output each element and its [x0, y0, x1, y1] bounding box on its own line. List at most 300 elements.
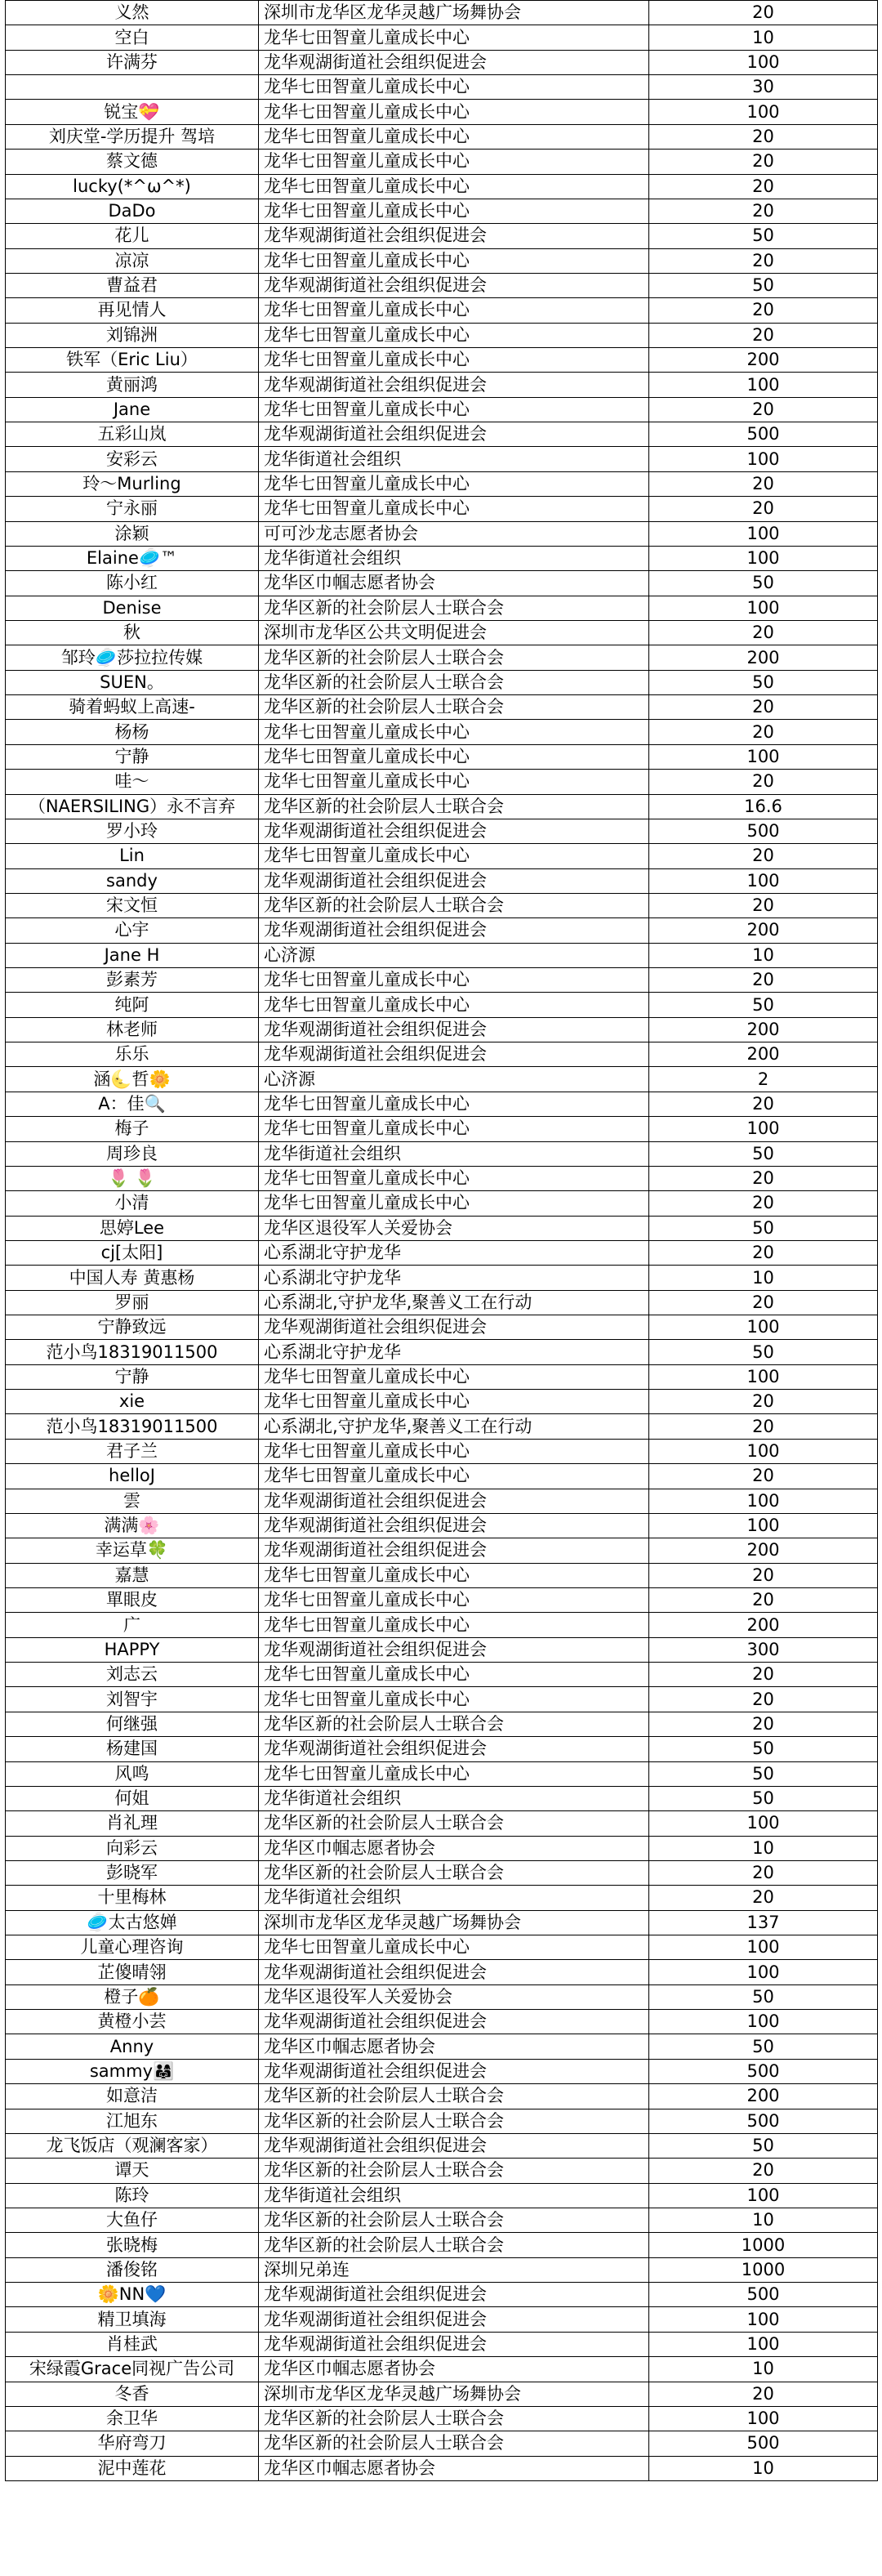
organization-cell: 心系湖北守护龙华	[259, 1266, 649, 1290]
amount-cell: 200	[649, 1017, 878, 1042]
table-row	[6, 1315, 878, 1340]
donor-name-cell: 龙飞饭店（观澜客家）	[6, 2133, 259, 2158]
amount-cell: 20	[649, 620, 878, 645]
donor-name-cell: 肖礼理	[6, 1811, 259, 1836]
table-row	[6, 1266, 878, 1290]
donor-name-cell: 嘉慧	[6, 1563, 259, 1587]
organization-cell: 龙华七田智童儿童成长中心	[259, 248, 649, 273]
amount-cell: 100	[649, 1315, 878, 1340]
organization-cell: 龙华七田智童儿童成长中心	[259, 1687, 649, 1712]
table-row	[6, 1489, 878, 1513]
table-row	[6, 1439, 878, 1463]
donor-name-cell: 陈小红	[6, 571, 259, 596]
donation-table	[5, 0, 878, 2481]
organization-cell: 龙华观湖街道社会组织促进会	[259, 273, 649, 297]
table-row	[6, 2233, 878, 2257]
donor-name-cell: SUEN。	[6, 670, 259, 694]
organization-cell: 龙华区新的社会阶层人士联合会	[259, 2109, 649, 2133]
table-row	[6, 1836, 878, 1860]
amount-cell: 100	[649, 2406, 878, 2431]
amount-cell: 200	[649, 918, 878, 943]
amount-cell: 30	[649, 75, 878, 100]
table-row	[6, 943, 878, 967]
table-row	[6, 2332, 878, 2356]
donor-name-cell: 何姐	[6, 1786, 259, 1810]
table-row	[6, 2109, 878, 2133]
organization-cell: 龙华七田智童儿童成长中心	[259, 744, 649, 769]
donor-name-cell: 小清	[6, 1191, 259, 1216]
organization-cell: 龙华区新的社会阶层人士联合会	[259, 670, 649, 694]
organization-cell: 龙华区巾帼志愿者协会	[259, 2357, 649, 2382]
donor-name-cell: 潘俊铭	[6, 2257, 259, 2282]
table-row	[6, 150, 878, 174]
donor-name-cell: 铁军（Eric Liu）	[6, 348, 259, 373]
table-row	[6, 670, 878, 694]
amount-cell: 50	[649, 273, 878, 297]
organization-cell: 龙华区新的社会阶层人士联合会	[259, 794, 649, 819]
donor-name-cell: 骑着蚂蚁上高速-	[6, 695, 259, 720]
amount-cell: 20	[649, 1860, 878, 1885]
table-row	[6, 174, 878, 199]
organization-cell: 龙华七田智童儿童成长中心	[259, 993, 649, 1017]
donor-name-cell: 泥中莲花	[6, 2456, 259, 2480]
amount-cell: 20	[649, 695, 878, 720]
amount-cell: 20	[649, 1414, 878, 1439]
amount-cell: 20	[649, 1687, 878, 1712]
amount-cell: 137	[649, 1910, 878, 1935]
donor-name-cell: 花儿	[6, 224, 259, 248]
donor-name-cell: 乐乐	[6, 1042, 259, 1067]
table-row	[6, 2257, 878, 2282]
amount-cell: 100	[649, 868, 878, 893]
amount-cell: 20	[649, 1240, 878, 1265]
organization-cell: 龙华七田智童儿童成长中心	[259, 150, 649, 174]
donation-table-body	[6, 1, 878, 2481]
donor-name-cell	[6, 75, 259, 100]
table-row	[6, 124, 878, 149]
amount-cell: 10	[649, 25, 878, 50]
donor-name-cell: 纯阿	[6, 993, 259, 1017]
organization-cell: 龙华观湖街道社会组织促进会	[259, 868, 649, 893]
amount-cell: 100	[649, 744, 878, 769]
organization-cell: 龙华区新的社会阶层人士联合会	[259, 2084, 649, 2109]
organization-cell: 龙华七田智童儿童成长中心	[259, 1563, 649, 1587]
donor-name-cell: 何继强	[6, 1712, 259, 1736]
donor-name-cell: 杨杨	[6, 720, 259, 744]
table-row	[6, 1637, 878, 1662]
table-row	[6, 2307, 878, 2332]
amount-cell: 20	[649, 893, 878, 917]
amount-cell: 20	[649, 770, 878, 794]
amount-cell: 20	[649, 1191, 878, 1216]
amount-cell: 100	[649, 1935, 878, 1960]
donor-name-cell: 杨建国	[6, 1737, 259, 1761]
amount-cell: 20	[649, 248, 878, 273]
table-row	[6, 348, 878, 373]
table-row	[6, 2357, 878, 2382]
organization-cell: 龙华街道社会组织	[259, 1786, 649, 1810]
amount-cell: 20	[649, 720, 878, 744]
table-row	[6, 397, 878, 422]
table-row	[6, 1786, 878, 1810]
amount-cell: 100	[649, 596, 878, 620]
amount-cell: 500	[649, 2059, 878, 2083]
organization-cell: 心济源	[259, 1067, 649, 1092]
donor-name-cell: 十里梅林	[6, 1886, 259, 1910]
amount-cell: 50	[649, 2133, 878, 2158]
organization-cell: 龙华七田智童儿童成长中心	[259, 1191, 649, 1216]
table-row	[6, 1960, 878, 1984]
table-row	[6, 2456, 878, 2480]
donor-name-cell: 精卫填海	[6, 2307, 259, 2332]
amount-cell: 100	[649, 373, 878, 397]
amount-cell: 20	[649, 2382, 878, 2406]
table-row	[6, 596, 878, 620]
table-row	[6, 695, 878, 720]
table-row	[6, 1340, 878, 1364]
donor-name-cell: 满满🌸	[6, 1513, 259, 1538]
donor-name-cell: 冬香	[6, 2382, 259, 2406]
organization-cell: 心系湖北守护龙华	[259, 1340, 649, 1364]
donor-name-cell: 刘庆堂-学历提升 驾培	[6, 124, 259, 149]
table-row	[6, 744, 878, 769]
amount-cell: 200	[649, 2084, 878, 2109]
donor-name-cell: 江旭东	[6, 2109, 259, 2133]
organization-cell: 心系湖北,守护龙华,聚善义工在行动	[259, 1290, 649, 1315]
organization-cell: 龙华观湖街道社会组织促进会	[259, 1513, 649, 1538]
donor-name-cell: 彭晓军	[6, 1860, 259, 1885]
donor-name-cell: 曹益君	[6, 273, 259, 297]
donor-name-cell: 向彩云	[6, 1836, 259, 1860]
table-row	[6, 1191, 878, 1216]
donor-name-cell: 🌼NN💙	[6, 2283, 259, 2307]
donor-name-cell: 陈玲	[6, 2183, 259, 2208]
donor-name-cell: 义然	[6, 1, 259, 25]
table-row	[6, 844, 878, 868]
organization-cell: 龙华观湖街道社会组织促进会	[259, 224, 649, 248]
table-row	[6, 1910, 878, 1935]
organization-cell: 龙华七田智童儿童成长中心	[259, 497, 649, 521]
donor-name-cell: 黄丽鸿	[6, 373, 259, 397]
table-row	[6, 1860, 878, 1885]
organization-cell: 龙华七田智童儿童成长中心	[259, 1935, 649, 1960]
organization-cell: 龙华观湖街道社会组织促进会	[259, 2332, 649, 2356]
organization-cell: 龙华区新的社会阶层人士联合会	[259, 1712, 649, 1736]
amount-cell: 100	[649, 447, 878, 471]
organization-cell: 龙华观湖街道社会组织促进会	[259, 2010, 649, 2034]
organization-cell: 龙华区新的社会阶层人士联合会	[259, 1811, 649, 1836]
donor-name-cell: 刘智宇	[6, 1687, 259, 1712]
table-row	[6, 224, 878, 248]
organization-cell: 龙华区新的社会阶层人士联合会	[259, 596, 649, 620]
donor-name-cell: 林老师	[6, 1017, 259, 1042]
amount-cell: 200	[649, 645, 878, 670]
table-row	[6, 1290, 878, 1315]
amount-cell: 16.6	[649, 794, 878, 819]
table-row	[6, 1538, 878, 1563]
table-row	[6, 918, 878, 943]
organization-cell: 龙华街道社会组织	[259, 1141, 649, 1166]
donor-name-cell: helloJ	[6, 1464, 259, 1489]
table-row	[6, 422, 878, 447]
amount-cell: 100	[649, 2183, 878, 2208]
table-row	[6, 1464, 878, 1489]
amount-cell: 100	[649, 1439, 878, 1463]
amount-cell: 20	[649, 844, 878, 868]
table-row	[6, 645, 878, 670]
organization-cell: 深圳市龙华区公共文明促进会	[259, 620, 649, 645]
amount-cell: 10	[649, 1836, 878, 1860]
amount-cell: 100	[649, 521, 878, 546]
amount-cell: 20	[649, 1588, 878, 1613]
table-row	[6, 1067, 878, 1092]
organization-cell: 龙华观湖街道社会组织促进会	[259, 819, 649, 843]
table-row	[6, 1414, 878, 1439]
amount-cell: 300	[649, 1637, 878, 1662]
table-row	[6, 447, 878, 471]
donor-name-cell: 涵🌜哲🌼	[6, 1067, 259, 1092]
donor-name-cell: sammy👨‍👩‍👧	[6, 2059, 259, 2083]
donor-name-cell: 范小鸟18319011500	[6, 1414, 259, 1439]
donor-name-cell: 宁静致远	[6, 1315, 259, 1340]
donor-name-cell: xie	[6, 1390, 259, 1414]
organization-cell: 龙华七田智童儿童成长中心	[259, 1588, 649, 1613]
organization-cell: 龙华七田智童儿童成长中心	[259, 720, 649, 744]
table-row	[6, 1117, 878, 1141]
donor-name-cell: 梅子	[6, 1117, 259, 1141]
amount-cell: 20	[649, 199, 878, 223]
donor-name-cell: Lin	[6, 844, 259, 868]
amount-cell: 20	[649, 1290, 878, 1315]
amount-cell: 20	[649, 1464, 878, 1489]
donor-name-cell: 哇～	[6, 770, 259, 794]
amount-cell: 100	[649, 1489, 878, 1513]
amount-cell: 50	[649, 1761, 878, 1786]
donor-name-cell: 空白	[6, 25, 259, 50]
table-row	[6, 1935, 878, 1960]
amount-cell: 1000	[649, 2233, 878, 2257]
table-row	[6, 794, 878, 819]
organization-cell: 龙华区新的社会阶层人士联合会	[259, 645, 649, 670]
amount-cell: 50	[649, 993, 878, 1017]
table-row	[6, 521, 878, 546]
organization-cell: 龙华观湖街道社会组织促进会	[259, 2059, 649, 2083]
amount-cell: 10	[649, 2208, 878, 2232]
table-row	[6, 248, 878, 273]
organization-cell: 龙华观湖街道社会组织促进会	[259, 1489, 649, 1513]
organization-cell: 龙华观湖街道社会组织促进会	[259, 50, 649, 74]
organization-cell: 龙华区退役军人关爱协会	[259, 1216, 649, 1240]
table-row	[6, 2159, 878, 2183]
organization-cell: 龙华观湖街道社会组织促进会	[259, 2283, 649, 2307]
organization-cell: 龙华观湖街道社会组织促进会	[259, 918, 649, 943]
table-row	[6, 1984, 878, 2009]
organization-cell: 龙华七田智童儿童成长中心	[259, 1166, 649, 1190]
donor-name-cell: lucky(*^ω^*)	[6, 174, 259, 199]
table-row	[6, 298, 878, 323]
organization-cell: 龙华区新的社会阶层人士联合会	[259, 2159, 649, 2183]
donor-name-cell: 黄橙小芸	[6, 2010, 259, 2034]
organization-cell: 龙华观湖街道社会组织促进会	[259, 2133, 649, 2158]
organization-cell: 深圳市龙华区龙华灵越广场舞协会	[259, 1, 649, 25]
amount-cell: 50	[649, 2034, 878, 2059]
donor-name-cell: 玲～Murling	[6, 471, 259, 496]
amount-cell: 20	[649, 397, 878, 422]
donor-name-cell: Jane H	[6, 943, 259, 967]
amount-cell: 50	[649, 670, 878, 694]
donor-name-cell: 君子兰	[6, 1439, 259, 1463]
organization-cell: 龙华观湖街道社会组织促进会	[259, 422, 649, 447]
amount-cell: 100	[649, 100, 878, 124]
amount-cell: 200	[649, 348, 878, 373]
organization-cell: 龙华七田智童儿童成长中心	[259, 968, 649, 993]
organization-cell: 龙华七田智童儿童成长中心	[259, 1364, 649, 1389]
amount-cell: 20	[649, 1, 878, 25]
organization-cell: 深圳市龙华区龙华灵越广场舞协会	[259, 2382, 649, 2406]
donor-name-cell: 宋绿霞Grace同视广告公司	[6, 2357, 259, 2382]
table-row	[6, 2208, 878, 2232]
organization-cell: 龙华区新的社会阶层人士联合会	[259, 2208, 649, 2232]
organization-cell: 龙华七田智童儿童成长中心	[259, 1663, 649, 1687]
amount-cell: 1000	[649, 2257, 878, 2282]
amount-cell: 500	[649, 2283, 878, 2307]
organization-cell: 龙华七田智童儿童成长中心	[259, 1439, 649, 1463]
table-row	[6, 1613, 878, 1637]
donor-name-cell: 芷傻晴翎	[6, 1960, 259, 1984]
table-row	[6, 1141, 878, 1166]
donor-name-cell: 安彩云	[6, 447, 259, 471]
organization-cell: 龙华七田智童儿童成长中心	[259, 1464, 649, 1489]
organization-cell: 龙华区退役军人关爱协会	[259, 1984, 649, 2009]
organization-cell: 龙华街道社会组织	[259, 1886, 649, 1910]
organization-cell: 龙华七田智童儿童成长中心	[259, 348, 649, 373]
table-row	[6, 2183, 878, 2208]
organization-cell: 龙华七田智童儿童成长中心	[259, 298, 649, 323]
table-row	[6, 373, 878, 397]
donor-name-cell: 涂颖	[6, 521, 259, 546]
amount-cell: 50	[649, 224, 878, 248]
table-row	[6, 1240, 878, 1265]
amount-cell: 100	[649, 50, 878, 74]
table-row	[6, 1364, 878, 1389]
organization-cell: 龙华七田智童儿童成长中心	[259, 1761, 649, 1786]
amount-cell: 20	[649, 968, 878, 993]
organization-cell: 龙华观湖街道社会组织促进会	[259, 1960, 649, 1984]
table-row	[6, 2406, 878, 2431]
donor-name-cell: 思婷Lee	[6, 1216, 259, 1240]
amount-cell: 20	[649, 1663, 878, 1687]
organization-cell: 心系湖北守护龙华	[259, 1240, 649, 1265]
organization-cell: 龙华区新的社会阶层人士联合会	[259, 893, 649, 917]
organization-cell: 深圳市龙华区龙华灵越广场舞协会	[259, 1910, 649, 1935]
amount-cell: 500	[649, 2109, 878, 2133]
donor-name-cell: 凉凉	[6, 248, 259, 273]
donor-name-cell: （NAERSILING）永不言弃	[6, 794, 259, 819]
amount-cell: 20	[649, 150, 878, 174]
table-row	[6, 968, 878, 993]
amount-cell: 500	[649, 819, 878, 843]
amount-cell: 200	[649, 1538, 878, 1563]
table-row	[6, 1390, 878, 1414]
donor-name-cell: 刘锦洲	[6, 323, 259, 347]
amount-cell: 20	[649, 1886, 878, 1910]
donor-name-cell: 谭天	[6, 2159, 259, 2183]
table-row	[6, 2283, 878, 2307]
amount-cell: 20	[649, 497, 878, 521]
donor-name-cell: 宋文恒	[6, 893, 259, 917]
organization-cell: 龙华观湖街道社会组织促进会	[259, 1538, 649, 1563]
organization-cell: 龙华七田智童儿童成长中心	[259, 1117, 649, 1141]
table-row	[6, 1563, 878, 1587]
organization-cell: 可可沙龙志愿者协会	[259, 521, 649, 546]
amount-cell: 100	[649, 1513, 878, 1538]
organization-cell: 龙华区巾帼志愿者协会	[259, 2034, 649, 2059]
organization-cell: 龙华区巾帼志愿者协会	[259, 571, 649, 596]
amount-cell: 100	[649, 2307, 878, 2332]
amount-cell: 500	[649, 2431, 878, 2456]
table-row	[6, 720, 878, 744]
amount-cell: 20	[649, 323, 878, 347]
organization-cell: 龙华七田智童儿童成长中心	[259, 1390, 649, 1414]
amount-cell: 100	[649, 546, 878, 570]
donor-name-cell: 张晓梅	[6, 2233, 259, 2257]
table-row	[6, 1737, 878, 1761]
organization-cell: 龙华观湖街道社会组织促进会	[259, 373, 649, 397]
organization-cell: 龙华区巾帼志愿者协会	[259, 2456, 649, 2480]
table-row	[6, 199, 878, 223]
donor-name-cell: 單眼皮	[6, 1588, 259, 1613]
donor-name-cell: 刘志云	[6, 1663, 259, 1687]
amount-cell: 20	[649, 298, 878, 323]
donor-name-cell: 五彩山岚	[6, 422, 259, 447]
amount-cell: 10	[649, 943, 878, 967]
organization-cell: 龙华七田智童儿童成长中心	[259, 25, 649, 50]
donor-name-cell: 中国人寿 黄惠杨	[6, 1266, 259, 1290]
donor-name-cell: 幸运草🍀	[6, 1538, 259, 1563]
organization-cell: 龙华七田智童儿童成长中心	[259, 471, 649, 496]
amount-cell: 50	[649, 1141, 878, 1166]
amount-cell: 100	[649, 2332, 878, 2356]
table-row	[6, 770, 878, 794]
table-row	[6, 1216, 878, 1240]
table-row	[6, 1513, 878, 1538]
donor-name-cell: 再见情人	[6, 298, 259, 323]
organization-cell: 龙华观湖街道社会组织促进会	[259, 1017, 649, 1042]
organization-cell: 龙华七田智童儿童成长中心	[259, 199, 649, 223]
table-row	[6, 2010, 878, 2034]
donor-name-cell: 心宇	[6, 918, 259, 943]
organization-cell: 龙华观湖街道社会组织促进会	[259, 1315, 649, 1340]
donor-name-cell: 宁静	[6, 744, 259, 769]
donor-name-cell: 🥏太古悠婵	[6, 1910, 259, 1935]
donor-name-cell: Denise	[6, 596, 259, 620]
table-row	[6, 1092, 878, 1116]
donor-name-cell: 邹玲🥏莎拉拉传媒	[6, 645, 259, 670]
organization-cell: 龙华区新的社会阶层人士联合会	[259, 2233, 649, 2257]
organization-cell: 龙华七田智童儿童成长中心	[259, 1092, 649, 1116]
donor-name-cell: 罗小玲	[6, 819, 259, 843]
amount-cell: 20	[649, 1390, 878, 1414]
amount-cell: 50	[649, 1216, 878, 1240]
table-row	[6, 471, 878, 496]
table-row	[6, 1886, 878, 1910]
donor-name-cell: 雲	[6, 1489, 259, 1513]
donor-name-cell: 秋	[6, 620, 259, 645]
donor-name-cell: 罗丽	[6, 1290, 259, 1315]
amount-cell: 50	[649, 1737, 878, 1761]
table-row	[6, 2133, 878, 2158]
organization-cell: 龙华观湖街道社会组织促进会	[259, 1737, 649, 1761]
